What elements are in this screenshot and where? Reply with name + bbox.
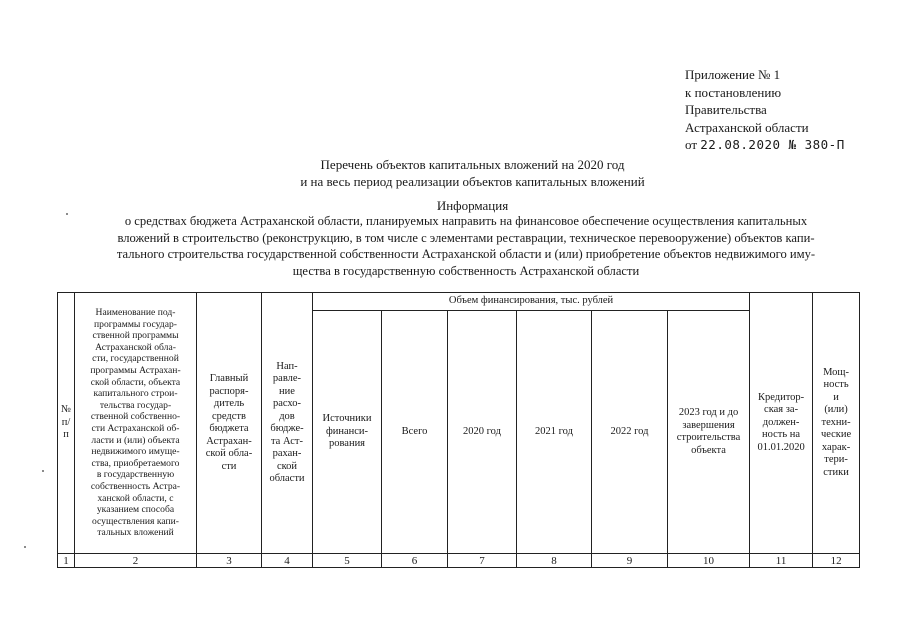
column-number: 12 xyxy=(813,554,860,568)
appendix-block xyxy=(685,66,890,154)
col-header-2021: 2021 год xyxy=(517,311,592,554)
info-line-1: о средствах бюджета Астраханской области, планируемых направить на финансовое обеспечение осуществления капитальных xyxy=(124,214,808,228)
appendix-line-1: Приложение № 1 xyxy=(685,67,781,82)
column-number: 4 xyxy=(262,554,313,568)
capital-investment-table xyxy=(57,292,860,568)
column-number-row xyxy=(58,554,860,568)
header-row-1 xyxy=(58,293,860,311)
column-number: 11 xyxy=(750,554,813,568)
appendix-date-prefix: от xyxy=(685,137,698,152)
col-header-2020: 2020 год xyxy=(448,311,517,554)
col-header-funding-sources: Источники финанси- рования xyxy=(313,311,382,554)
column-number: 2 xyxy=(75,554,197,568)
document-title xyxy=(200,156,745,190)
col-header-number: № п/ п xyxy=(58,293,75,554)
col-header-budget-manager: Главный распоря- дитель средств бюджета Астрахан- ской обла- сти xyxy=(197,293,262,554)
scan-speck xyxy=(42,470,44,472)
column-number: 8 xyxy=(517,554,592,568)
col-header-total: Всего xyxy=(382,311,448,554)
scan-speck xyxy=(66,213,68,215)
column-number: 1 xyxy=(58,554,75,568)
column-number: 10 xyxy=(668,554,750,568)
info-heading: Информация xyxy=(436,198,509,213)
info-line-3: тального строительства государственной собственности Астраханской области и (или) приобретение объектов недвижимого иму- xyxy=(116,247,816,261)
title-line-1: Перечень объектов капитальных вложений на 2020 год xyxy=(320,157,625,172)
info-paragraph xyxy=(76,213,856,279)
title-line-2: и на весь период реализации объектов капитальных вложений xyxy=(300,174,645,189)
col-header-expense-direction: Нап- равле- ние расхо- дов бюдже- та Аст- рахан- ской области xyxy=(262,293,313,554)
col-header-financing-volume: Объем финансирования, тыс. рублей xyxy=(313,293,750,311)
column-number: 6 xyxy=(382,554,448,568)
info-line-4: щества в государственную собственность Астраханской области xyxy=(292,263,640,278)
scan-speck xyxy=(24,546,26,548)
appendix-line-5 xyxy=(685,136,890,154)
appendix-line-4: Астраханской области xyxy=(685,119,809,135)
appendix-date-number: 22.08.2020 № 380-П xyxy=(700,137,845,152)
column-number: 5 xyxy=(313,554,382,568)
column-number: 3 xyxy=(197,554,262,568)
col-header-capacity: Мощ- ность и (или) техни- ческие харак- тери- стики xyxy=(813,293,860,554)
appendix-line-2: к постановлению xyxy=(685,84,782,100)
column-number: 9 xyxy=(592,554,668,568)
col-header-2023-onward: 2023 год и до завершения строительства объекта xyxy=(668,311,750,554)
column-number: 7 xyxy=(448,554,517,568)
col-header-object-name: Наименование под- программы государ- ственной программы Астраханской обла- сти, государственной программы Астрахан- ской области, объекта капитального строи- тельства государ- ственной собственно- сти Астраханской об- ласти и (или) объекта недвижимого имуще- ства, приобретаемого в государственную собственность Астра- ханской области, с указанием способа осуществления капи- тальных вложений xyxy=(75,293,197,554)
info-line-2: вложений в строительство (реконструкцию, в том числе с элементами реставрации, техническое перевооружение) объектов капи- xyxy=(117,230,815,245)
col-header-2022: 2022 год xyxy=(592,311,668,554)
appendix-line-3: Правительства xyxy=(685,102,767,117)
col-header-creditor-debt: Кредитор- ская за- должен- ность на 01.01.2020 xyxy=(750,293,813,554)
